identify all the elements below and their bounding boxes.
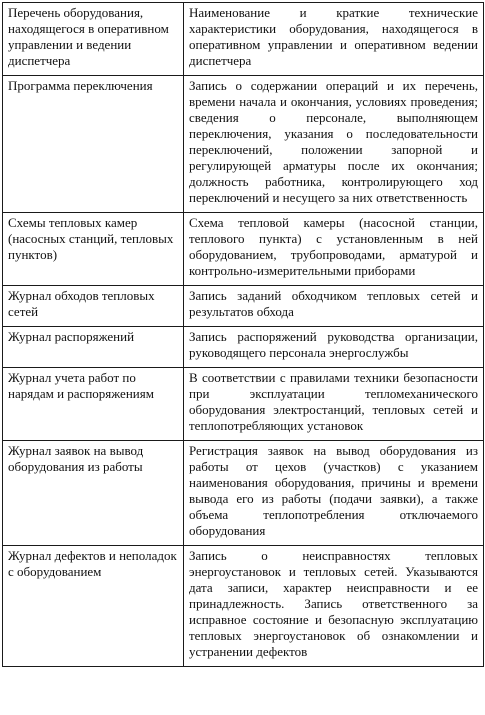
document-description-cell: Регистрация заявок на вывод оборудования из работы от цехов (участков) с указанием наименования оборудования, причины и времени вывода его из работы (подачи заявки), а также объема теплопотребления отключаемого оборудования — [184, 441, 484, 546]
document-name-cell: Журнал заявок на вывод оборудования из работы — [3, 441, 184, 546]
table-row — [3, 368, 484, 441]
table-row — [3, 3, 484, 76]
document-description-cell: Запись заданий обходчиком тепловых сетей и результатов обхода — [184, 286, 484, 327]
table-row — [3, 441, 484, 546]
document-name-cell: Схемы тепловых камер (насосных станций, тепловых пунктов) — [3, 213, 184, 286]
document-name-cell: Журнал обходов тепловых сетей — [3, 286, 184, 327]
table-row — [3, 546, 484, 667]
document-description-cell: Наименование и краткие технические характеристики оборудования, находящегося в оперативном управлении и оперативном ведении диспетчера — [184, 3, 484, 76]
document-name-cell: Журнал учета работ по нарядам и распоряжениям — [3, 368, 184, 441]
table-row — [3, 213, 484, 286]
document-name-cell: Журнал распоряжений — [3, 327, 184, 368]
document-description-cell: Запись распоряжений руководства организации, руководящего персонала энергослужбы — [184, 327, 484, 368]
table-row — [3, 286, 484, 327]
table-row — [3, 76, 484, 213]
documentation-table — [2, 2, 484, 667]
document-name-cell: Перечень оборудования, находящегося в оперативном управлении и ведении диспетчера — [3, 3, 184, 76]
document-description-cell: Схема тепловой камеры (насосной станции, теплового пункта) с установленным в ней оборудованием, трубопроводами, арматурой и контрольно-измерительными приборами — [184, 213, 484, 286]
document-name-cell: Программа переключения — [3, 76, 184, 213]
table-row — [3, 327, 484, 368]
document-description-cell: Запись о неисправностях тепловых энергоустановок и тепловых сетей. Указываются дата записи, характер неисправности и ее принадлежность. Запись ответственного за исправное состояние и безопасную эксплуатацию тепловых энергоустановок об ознакомлении и устранении дефектов — [184, 546, 484, 667]
document-description-cell: Запись о содержании операций и их перечень, времени начала и окончания, условиях проведения; сведения о персонале, выполняющем переключения, указания о последовательности переключений, положении запорной и регулирующей арматуры после их окончания; должность работника, контролирующего ход переключений и несущего за них ответственность — [184, 76, 484, 213]
document-description-cell: В соответствии с правилами техники безопасности при эксплуатации тепломеханического оборудования электростанций, тепловых сетей и теплопотребляющих установок — [184, 368, 484, 441]
document-name-cell: Журнал дефектов и неполадок с оборудованием — [3, 546, 184, 667]
